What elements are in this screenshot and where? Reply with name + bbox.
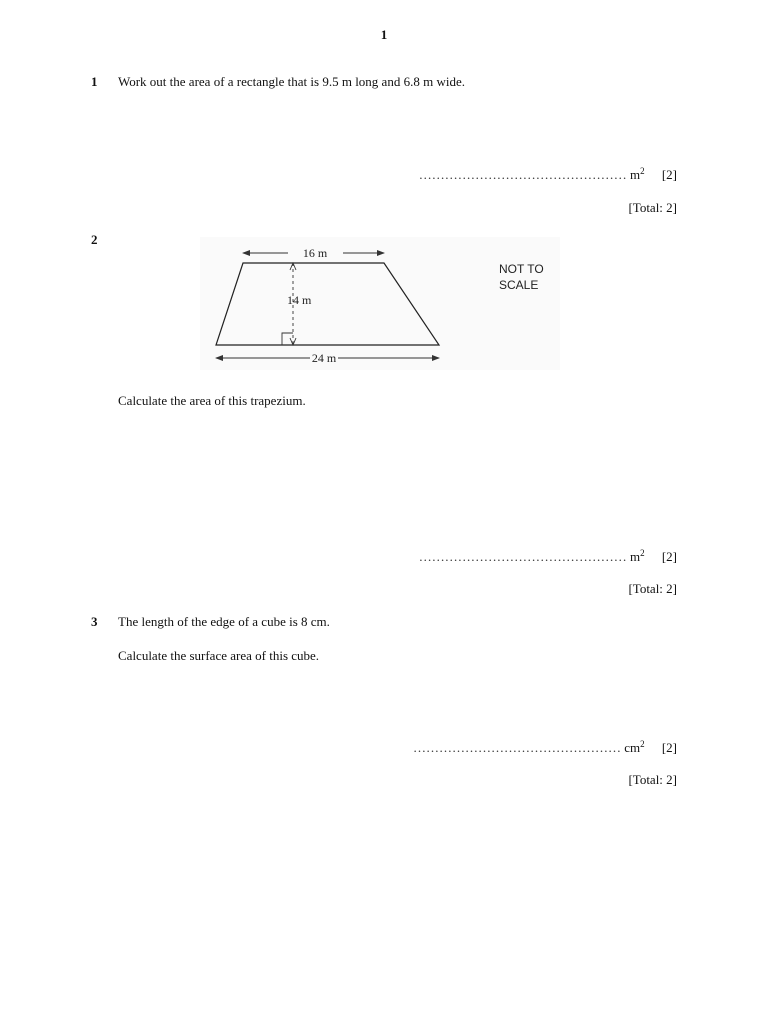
question-2-number: 2 — [91, 232, 98, 247]
bottom-side-label: 24 m — [311, 351, 337, 365]
trapezium-shape — [216, 263, 439, 345]
answer-dots: ………………………………………… — [418, 167, 627, 182]
answer-unit: $m^2$ — [629, 548, 645, 564]
question-1-answer-line[interactable] — [419, 166, 677, 183]
question-1-total: [Total: 2] — [628, 200, 677, 215]
trapezium-diagram — [200, 237, 560, 370]
not-to-scale-note: NOT TO SCALE — [499, 262, 544, 292]
right-angle-marker — [282, 333, 293, 345]
question-3-total: [Total: 2] — [628, 772, 677, 787]
question-2-text: Calculate the area of this trapezium. — [118, 393, 306, 408]
question-1-number: 1 — [91, 74, 98, 89]
page-number: 1 — [380, 27, 388, 42]
answer-dots: ………………………………………… — [412, 740, 621, 755]
question-2-answer-line[interactable] — [419, 548, 677, 565]
question-3-number: 3 — [91, 614, 98, 629]
question-1-text: Work out the area of a rectangle that is 9.5 m long and 6.8 m wide. — [118, 74, 465, 89]
answer-unit: $cm^2$ — [624, 739, 645, 755]
height-label: 14 m — [287, 293, 312, 307]
question-3-text-line1: The length of the edge of a cube is 8 cm. — [118, 614, 330, 629]
answer-unit: $m^2$ — [629, 166, 645, 182]
marks-label: [2] — [661, 167, 677, 182]
trapezium-figure — [200, 237, 560, 370]
question-3-answer-line[interactable] — [413, 739, 677, 756]
marks-label: [2] — [661, 740, 677, 755]
top-side-label: 16 m — [302, 246, 328, 260]
question-3-text-line2: Calculate the surface area of this cube. — [118, 648, 320, 663]
question-2-total: [Total: 2] — [628, 581, 677, 596]
answer-dots: ………………………………………… — [418, 549, 627, 564]
marks-label: [2] — [661, 549, 677, 564]
